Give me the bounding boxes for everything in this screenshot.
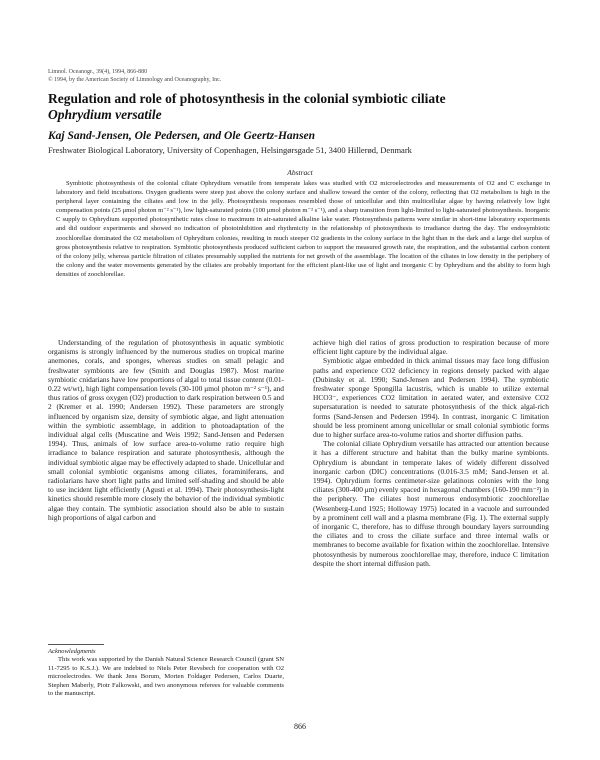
journal-header xyxy=(48,68,221,84)
body-paragraph: achieve high diel ratios of gross production to respiration because of more efficient light capture by the individual algae. xyxy=(313,338,549,357)
journal-citation: Limnol. Oceanogr., 39(4), 1994, 866-880 xyxy=(48,69,148,75)
body-paragraph: Understanding of the regulation of photosynthesis in aquatic symbiotic organisms is strongly influenced by the numerous studies on tropical marine anemones, corals, and sponges, whereas studies on small pelagic and freshwater symbionts are few (Smith and Douglas 1987). Most marine symbiotic cnidarians have low proportions of algal to total tissue content (0.01-0.22 wt/wt), high light compensation levels (30-100 μmol photon m⁻² s⁻¹), and thus ratios of gross oxygen (O2) production to dark respiration between 0.5 and 2 (Kremer et al. 1990; Andersen 1992). These parameters are strongly influenced by organism size, density of symbiotic algae, and light attenuation within the symbiotic assemblage, in addition to photoadaptation of the individual algal cells (Muscatine and Weis 1992; Sand-Jensen and Pedersen 1994). Thus, animals of low surface area-to-volume ratio require high irradiance to balance respiration and saturate photosynthesis, although the individual symbiotic algae may be effectively adapted to shade. Unicellular and small colonial symbiotic organisms among ciliates, foraminiferans, and radiolarians have short light paths and limited self-shading and should be able to use incident light efficiently (Agusti et al. 1994). Their photosynthesis-light kinetics should resemble more closely the behavior of the individual symbiotic algae they contain. The symbiotic association should also be able to sustain high proportions of algal carbon and xyxy=(48,338,284,522)
article-title-main: Regulation and role of photosynthesis in the colonial symbiotic ciliate xyxy=(48,91,446,106)
footnote-divider xyxy=(48,644,104,645)
author-list: Kaj Sand-Jensen, Ole Pedersen, and Ole Geertz-Hansen xyxy=(48,130,316,142)
body-paragraph: The colonial ciliate Ophrydium versatile has attracted our attention because it has a different structure and habitat than the bulky marine symbionts. Ophrydium is abundant in temperate lakes of widely different dissolved inorganic carbon (DIC) concentrations (0.016-3.5 mM; Sand-Jensen et al. 1994). Ophrydium forms centimeter-size gelatinous colonies with the long ciliates (300-400 μm) evenly spaced in hexagonal chambers (160-190 mm⁻²) in the periphery. The ciliates host numerous endosymbiotic zoochlorellae (Wesenberg-Lund 1925; Holloway 1975) located in a vacuole and surrounded by a prominent cell wall and a plasma membrane (Fig. 1). The external supply of inorganic C, therefore, has to diffuse through boundary layers surrounding the ciliates and to cross the ciliate surface and three internal walls or membranes to become available for fixation within the zoochlorellae. Intensive photosynthesis by numerous zoochlorellae may, therefore, induce C limitation despite the short internal diffusion path. xyxy=(313,439,549,568)
page-number: 866 xyxy=(294,722,306,731)
acknowledgments-text: This work was supported by the Danish Natural Science Research Council (grant SN 11-7295 to K.S.J.). We are indebted to Niels Peter Revsbech for cooperation with O2 microelectrodes. We thank Jens Borum, Morten Foldager Pedersen, Carlos Duarte, Stephen Maberly, Piotr Falkowski, and two anonymous referees for valuable comments to the manuscript. xyxy=(48,656,284,698)
acknowledgments-heading: Acknowledgments xyxy=(48,648,96,655)
body-column-right xyxy=(313,338,549,568)
acknowledgments xyxy=(48,648,284,698)
body-column-left xyxy=(48,338,284,522)
copyright-notice: © 1994, by the American Society of Limnology and Oceanography, Inc. xyxy=(48,77,222,83)
article-title xyxy=(48,91,548,123)
affiliation: Freshwater Biological Laboratory, University of Copenhagen, Helsingørsgade 51, 3400 Hillerød, Denmark xyxy=(48,145,412,155)
abstract-text: Symbiotic photosynthesis of the colonial ciliate Ophrydium versatile from temperate lakes was studied with O2 microelectrodes and measurements of O2 and C exchange in laboratory and field incubations. Oxygen gradients were steep just above the colony surface and shallow toward the center of the colony, reflecting that O2 metabolism is high in the peripheral layer containing the ciliates and low in the jelly. Photosynthesis responses resembled those of unicellular and thin multicellular algae by having relatively low light compensation points (25 μmol photon m⁻² s⁻¹), low light-saturated points (100 μmol photon m⁻² s⁻¹), and a sharp transition from light-limited to light-saturated photosynthesis. Inorganic C supply to Ophrydium supported photosynthetic rates close to maximum in air-saturated alkaline lake water. Photosynthesis patterns were similar in short-time laboratory experiments and did outdoor experiments and showed no indication of photoinhibition and rhythmicity in the relationship of photosynthesis to irradiance during the day. The endosymbiotic zoochlorellae dominated the O2 metabolism of Ophrydium colonies, resulting in much steeper O2 gradients in the colony surface in the light than in the dark and a large diel surplus of gross photosynthesis relative to respiration. Symbiotic photosynthesis produced sufficient carbon to support the measured growth rate, the respiration, and the substantial carbon content of the colony jelly, whereas particle filtration of ciliates presumably supplied the nutrients for net growth of the assemblage. The location of the ciliates in low density in the periphery of the colony and the water movements generated by the ciliates are probably important for the efficient plant-like use of light and inorganic C by Ophrydium and the ability to form high densities of zoochlorellae. xyxy=(56,180,550,278)
abstract-heading: Abstract xyxy=(287,168,313,177)
article-title-species: Ophrydium versatile xyxy=(48,107,162,122)
body-paragraph: Symbiotic algae embedded in thick animal tissues may face long diffusion paths and experience CO2 deficiency in regions densely packed with algae (Dubinsky et al. 1990; Sand-Jensen and Pedersen 1994). The symbiotic freshwater sponge Spongilla lacustris, which is unable to utilize external HCO3⁻, experiences CO2 limitation in aerated water, and extensive CO2 supersaturation is needed to saturate photosynthesis of the thick algal-rich forms (Sand-Jensen and Pedersen 1994). In contrast, inorganic C limitation should be less prominent among unicellular or small colonial symbiotic forms due to higher surface area-to-volume ratios and shorter diffusion paths. xyxy=(313,356,549,440)
